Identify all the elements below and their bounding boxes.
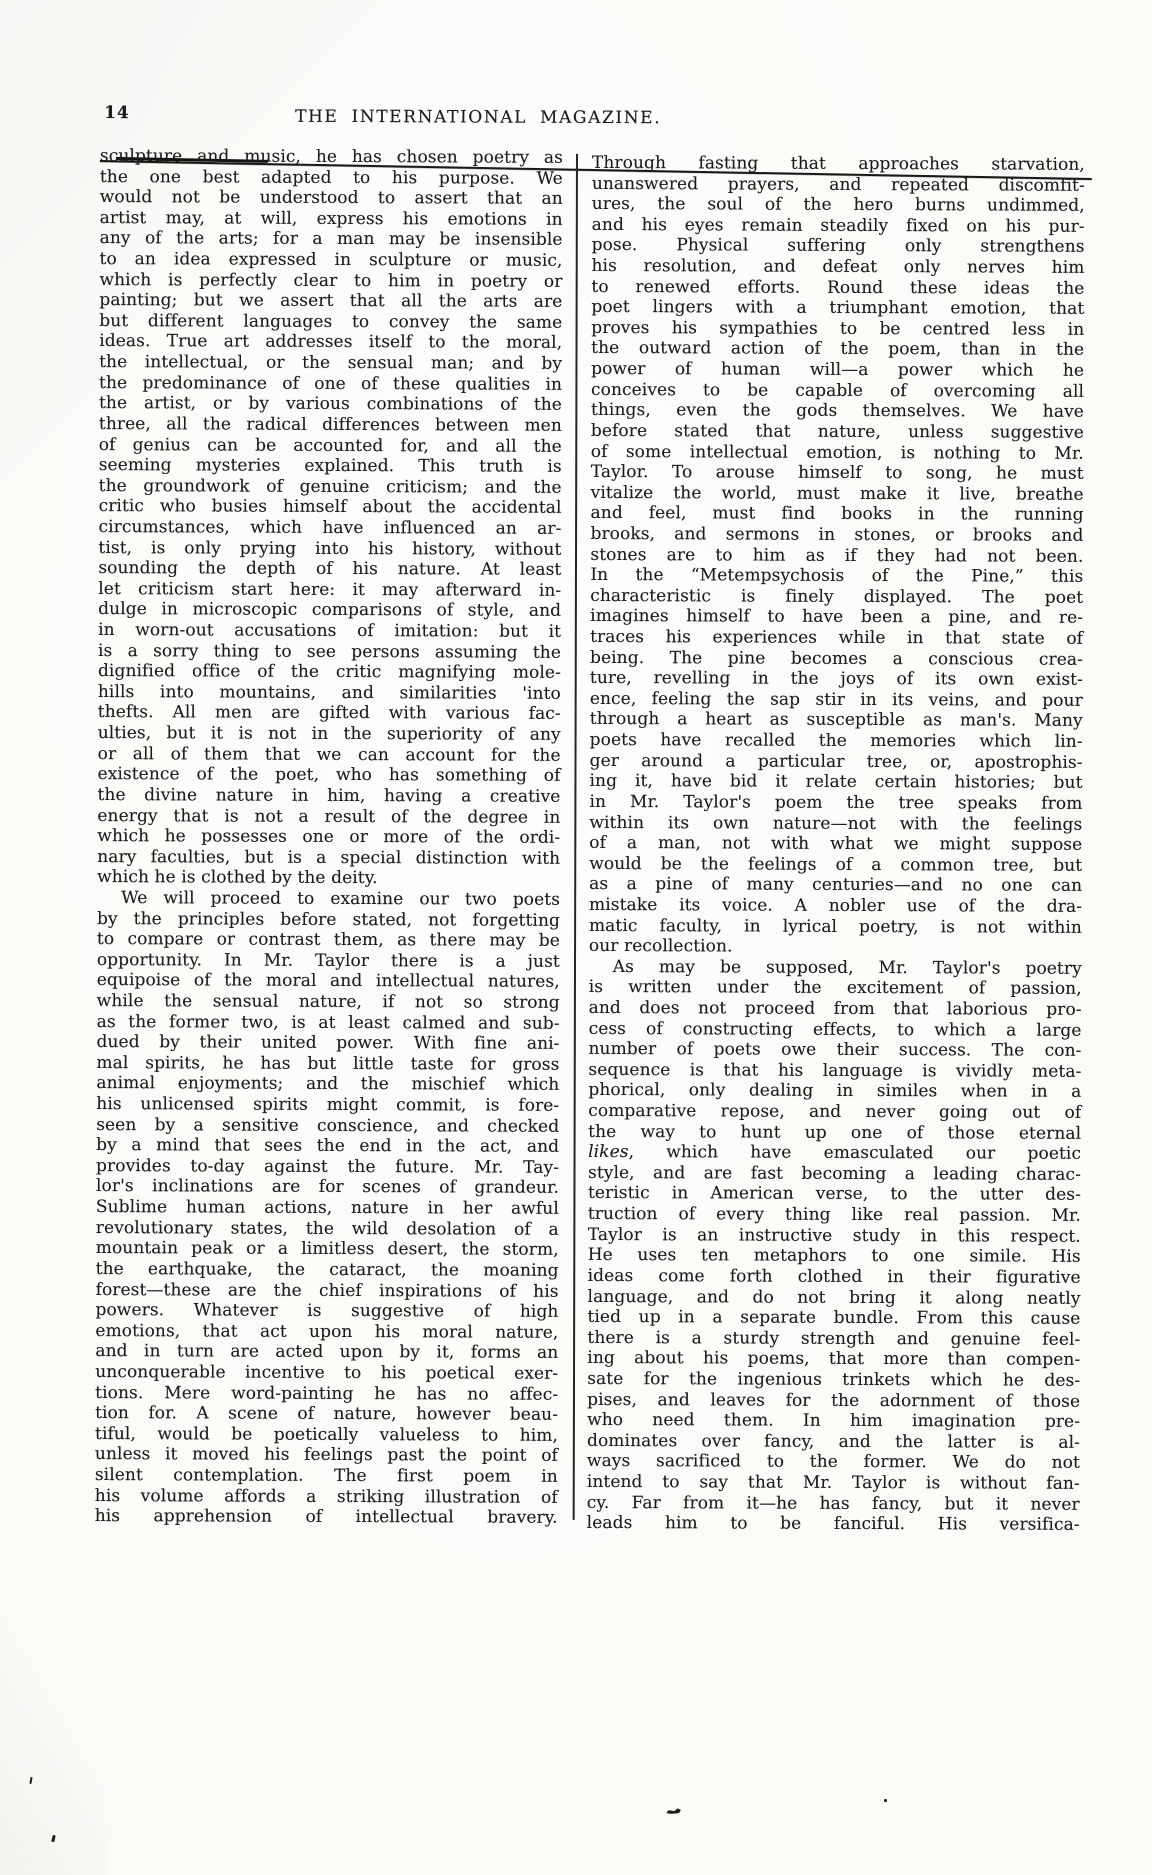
text-line: dominates over fancy, and the latter is al- (586, 1430, 1081, 1453)
text-line: our recollection. (588, 936, 733, 957)
text-line: the groundwork of genuine criticism; and the (98, 475, 562, 498)
text-line: tions. Mere word-painting he has no affec- (95, 1382, 559, 1405)
page-number: 14 (104, 103, 130, 124)
text-line: proves his sympathies to be centred less in (591, 317, 1085, 340)
text-line: He uses ten metaphors to one simile. His (587, 1245, 1081, 1268)
text-line: nary faculties, but is a special distinction with (97, 846, 561, 869)
text-line: power of human will—a power which he (591, 359, 1085, 381)
text-line: brooks, and sermons in stones, or brooks and (590, 523, 1084, 546)
text-line: ture, revelling in the joys of its own exist- (589, 668, 1083, 691)
text-line: the outward action of the poem, than in the (591, 338, 1085, 361)
text-line: Taylor is an instructive study in this respect. (587, 1224, 1081, 1247)
text-line: and his eyes remain steadily fixed on his pur- (591, 214, 1085, 237)
text-line: equipoise of the moral and intellectual natures, (96, 970, 560, 993)
text-line: by the principles before stated, not forgetting (96, 908, 561, 931)
text-line: revolutionary states, the wild desolation of a (95, 1217, 559, 1240)
text-line: forest—these are the chief inspirations of his (95, 1279, 559, 1302)
text-line: and does not proceed from that laborious pro- (588, 997, 1082, 1020)
text-line: ideas. True art addresses itself to the moral, (99, 331, 563, 354)
text-line: the divine nature in him, having a creative (97, 784, 561, 807)
text-line: silent contemplation. The first poem in (94, 1465, 558, 1487)
text-line: and in turn are acted upon by it, forms an (95, 1341, 559, 1364)
text-line: ence, feeling the sap stir in its veins, and pour (589, 688, 1083, 711)
text-line: ulties, but it is not in the superiority of any (97, 723, 561, 745)
text-line: of a man, not with what we might suppose (589, 833, 1083, 855)
left-column (95, 146, 563, 1529)
text-line: ideas come forth clothed in their figurative (587, 1265, 1081, 1288)
text-line: three, all the radical differences between men (98, 413, 562, 436)
text-line: hills into mountains, and similarities 'into (97, 681, 561, 704)
text-line: lor's inclinations are for scenes of grandeur. (95, 1176, 560, 1199)
text-line: leads him to be fanciful. His versifica- (586, 1513, 1080, 1536)
text-line: Through fasting that approaches starvation, (591, 152, 1085, 175)
text-line: as the former two, is at least calmed and sub- (96, 1011, 560, 1034)
text-line: ing it, have bid it relate certain histories; but (589, 771, 1083, 794)
text-line: any of the arts; for a man may be insensible (99, 228, 563, 251)
right-column (587, 153, 1085, 1536)
text-line: powers. Whatever is suggestive of high (95, 1300, 559, 1322)
text-line: cy. Far from it—he has fancy, but it never (586, 1492, 1080, 1515)
text-line: unanswered prayers, and repeated discomfit- (591, 173, 1085, 196)
text-line: mountain peak or a limitless desert, the storm, (95, 1238, 559, 1261)
text-line: imagines himself to have been a pine, and re- (590, 606, 1084, 629)
text-line: opportunity. In Mr. Taylor there is a just (96, 949, 560, 972)
text-line: within its own nature—not with the feelings (589, 812, 1083, 835)
text-line: number of poets owe their success. The con- (588, 1039, 1082, 1062)
text-line: but different languages to convey the same (99, 310, 563, 333)
text-line: sate for the ingenious trinkets which he des- (587, 1368, 1081, 1391)
text-line: his resolution, and defeat only nerves him (591, 255, 1085, 278)
text-line: poet lingers with a triumphant emotion, that (591, 297, 1085, 320)
text-line: existence of the poet, who has something of (97, 764, 561, 787)
text-line: or all of them that we can account for the (97, 743, 561, 766)
text-line: critic who busies himself about the accidental (98, 496, 562, 519)
text-line: unless it moved his feelings past the point of (94, 1444, 558, 1467)
text-line: being. The pine becomes a conscious crea- (589, 647, 1084, 670)
text-line: tion for. A scene of nature, however beau- (95, 1403, 559, 1425)
text-line: tiful, would be poetically valueless to him, (94, 1423, 559, 1446)
text-line: pose. Physical suffering only strengthens (591, 235, 1085, 258)
text-line: the predominance of one of these qualities in (99, 372, 563, 395)
text-line: is written under the excitement of passion, (588, 977, 1082, 1000)
text-line: painting; but we assert that all the arts are (99, 290, 563, 313)
text-line: in worn-out accusations of imitation: but it (98, 620, 562, 642)
text-line: As may be supposed, Mr. Taylor's poetry (612, 956, 1082, 979)
text-line: provides to-day against the future. Mr. Tay- (96, 1155, 560, 1178)
text-line: things, even the gods themselves. We have (590, 400, 1085, 423)
scan-speck (884, 1799, 887, 1802)
text-line: sequence is that his language is vividly meta- (588, 1059, 1082, 1082)
column-divider (573, 154, 578, 1520)
text-line: before stated that nature, unless suggestive (590, 420, 1084, 443)
text-line: characteristic is finely displayed. The poet (590, 585, 1084, 608)
text-line: intend to say that Mr. Taylor is without fan- (586, 1471, 1080, 1494)
text-line: his unlicensed spirits might commit, is fore- (96, 1094, 560, 1116)
text-line: of some intellectual emotion, is nothing to Mr. (590, 441, 1084, 464)
text-line: dignified office of the critic magnifying mole- (97, 661, 561, 684)
text-line: mal spirits, he has but little taste for gross (96, 1052, 560, 1075)
text-line: comparative repose, and never going out of (588, 1100, 1082, 1123)
text-line: as a pine of many centuries—and no one can (589, 874, 1083, 897)
text-line: ger around a particular tree, or, apostrophis- (589, 750, 1083, 773)
text-line: in Mr. Taylor's poem the tree speaks from (589, 791, 1083, 814)
text-line: by a mind that sees the end in the act, and (96, 1135, 560, 1158)
text-line: which he is clothed by the deity. (97, 867, 378, 889)
text-line: tist, is only prying into his history, without (98, 537, 562, 560)
text-line: truction of every thing like real passion. Mr. (587, 1203, 1081, 1226)
text-line: energy that is not a result of the degree in (97, 805, 561, 828)
text-line: stones are to him as if they had not been. (590, 544, 1084, 567)
text-line: which is perfectly clear to him in poetry or (99, 269, 563, 292)
text-line: the earthquake, the cataract, the moaning (95, 1258, 559, 1281)
text-line: traces his experiences while in that state of (590, 626, 1084, 649)
text-line: to renewed efforts. Round these ideas the (591, 276, 1085, 299)
text-line: emotions, that act upon his moral nature, (95, 1320, 559, 1343)
text-line: the artist, or by various combinations of the (98, 393, 563, 416)
text-line: seen by a sensitive conscience, and checked (96, 1114, 560, 1137)
text-line: likes, which have emasculated our poetic (588, 1142, 1082, 1165)
text-line: dulge in microscopic comparisons of style, and (98, 599, 562, 622)
page-title: THE INTERNATIONAL MAGAZINE. (295, 106, 662, 129)
text-line: while the sensual nature, if not so strong (96, 991, 560, 1013)
text-line: which he possesses one or more of the ordi- (97, 826, 561, 848)
text-line: In the “Metempsychosis of the Pine,” this (590, 565, 1084, 588)
text-line: would not be understood to assert that an (99, 187, 563, 210)
text-line: would be the feelings of a common tree, but (589, 853, 1083, 876)
text-line: ures, the soul of the hero burns undimmed, (591, 194, 1085, 217)
text-line: dued by their united power. With fine ani- (96, 1032, 560, 1055)
text-line: poets have recalled the memories which lin- (589, 729, 1083, 752)
text-line: the one best adapted to his purpose. We (99, 166, 563, 189)
text-line: the way to hunt up one of those eternal (588, 1121, 1082, 1144)
text-line: through a heart as susceptible as man's. Many (589, 709, 1083, 732)
text-line: artist may, at will, express his emotions in (99, 207, 563, 230)
text-line: cess of constructing effects, to which a large (588, 1018, 1082, 1041)
text-line: his apprehension of intellectual bravery. (94, 1506, 558, 1529)
text-line: language, and do not bring it along neatly (587, 1286, 1081, 1309)
text-line: style, and are fast becoming a leading charac- (587, 1162, 1082, 1185)
text-line: conceives to be capable of overcoming all (591, 379, 1085, 402)
text-line: sounding the depth of his nature. At least (98, 558, 562, 581)
text-line: circumstances, which have influenced an ar- (98, 517, 562, 539)
text-line: pises, and leaves for the adornment of those (587, 1389, 1081, 1412)
text-line: thefts. All men are gifted with various fac- (97, 702, 561, 725)
text-line: who need them. In him imagination pre- (587, 1410, 1081, 1432)
text-line: of genius can be accounted for, and all the (98, 434, 562, 457)
text-line: and feel, must find books in the running (590, 503, 1084, 526)
text-line: ing about his poems, that more than compen- (587, 1348, 1081, 1371)
text-line: his volume affords a striking illustration of (94, 1485, 558, 1508)
text-line: animal enjoyments; and the mischief which (96, 1073, 560, 1096)
text-line: the intellectual, or the sensual man; and by (99, 352, 563, 374)
text-line: unconquerable incentive to his poetical exer- (95, 1361, 559, 1384)
text-line: teristic in American verse, to the utter des- (587, 1183, 1081, 1206)
text-line: let criticism start here: it may afterward in- (98, 578, 562, 601)
text-line: to compare or contrast them, as there may be (96, 929, 560, 951)
text-line: there is a sturdy strength and genuine feel- (587, 1327, 1081, 1350)
text-line: to an idea expressed in sculpture or music, (99, 249, 563, 271)
text-line: matic faculty, in lyrical poetry, is not within (588, 915, 1083, 938)
text-line: mistake its voice. A nobler use of the dra- (589, 894, 1083, 917)
text-line: Taylor. To arouse himself to song, he must (590, 462, 1084, 484)
text-line: seeming mysteries explained. This truth is (98, 455, 562, 477)
text-line: tied up in a separate bundle. From this cause (587, 1307, 1081, 1329)
text-line: We will proceed to examine our two poets (121, 888, 561, 910)
text-line: ways sacrificed to the former. We do not (586, 1451, 1080, 1474)
text-line: Sublime human actions, nature in her awful (95, 1197, 559, 1219)
text-line: sculpture and music, he has chosen poetry as (99, 146, 563, 168)
text-line: vitalize the world, must make it live, breathe (590, 482, 1084, 505)
text-line: is a sorry thing to see persons assuming the (98, 640, 562, 663)
text-line: phorical, only dealing in similes when in a (588, 1080, 1082, 1103)
